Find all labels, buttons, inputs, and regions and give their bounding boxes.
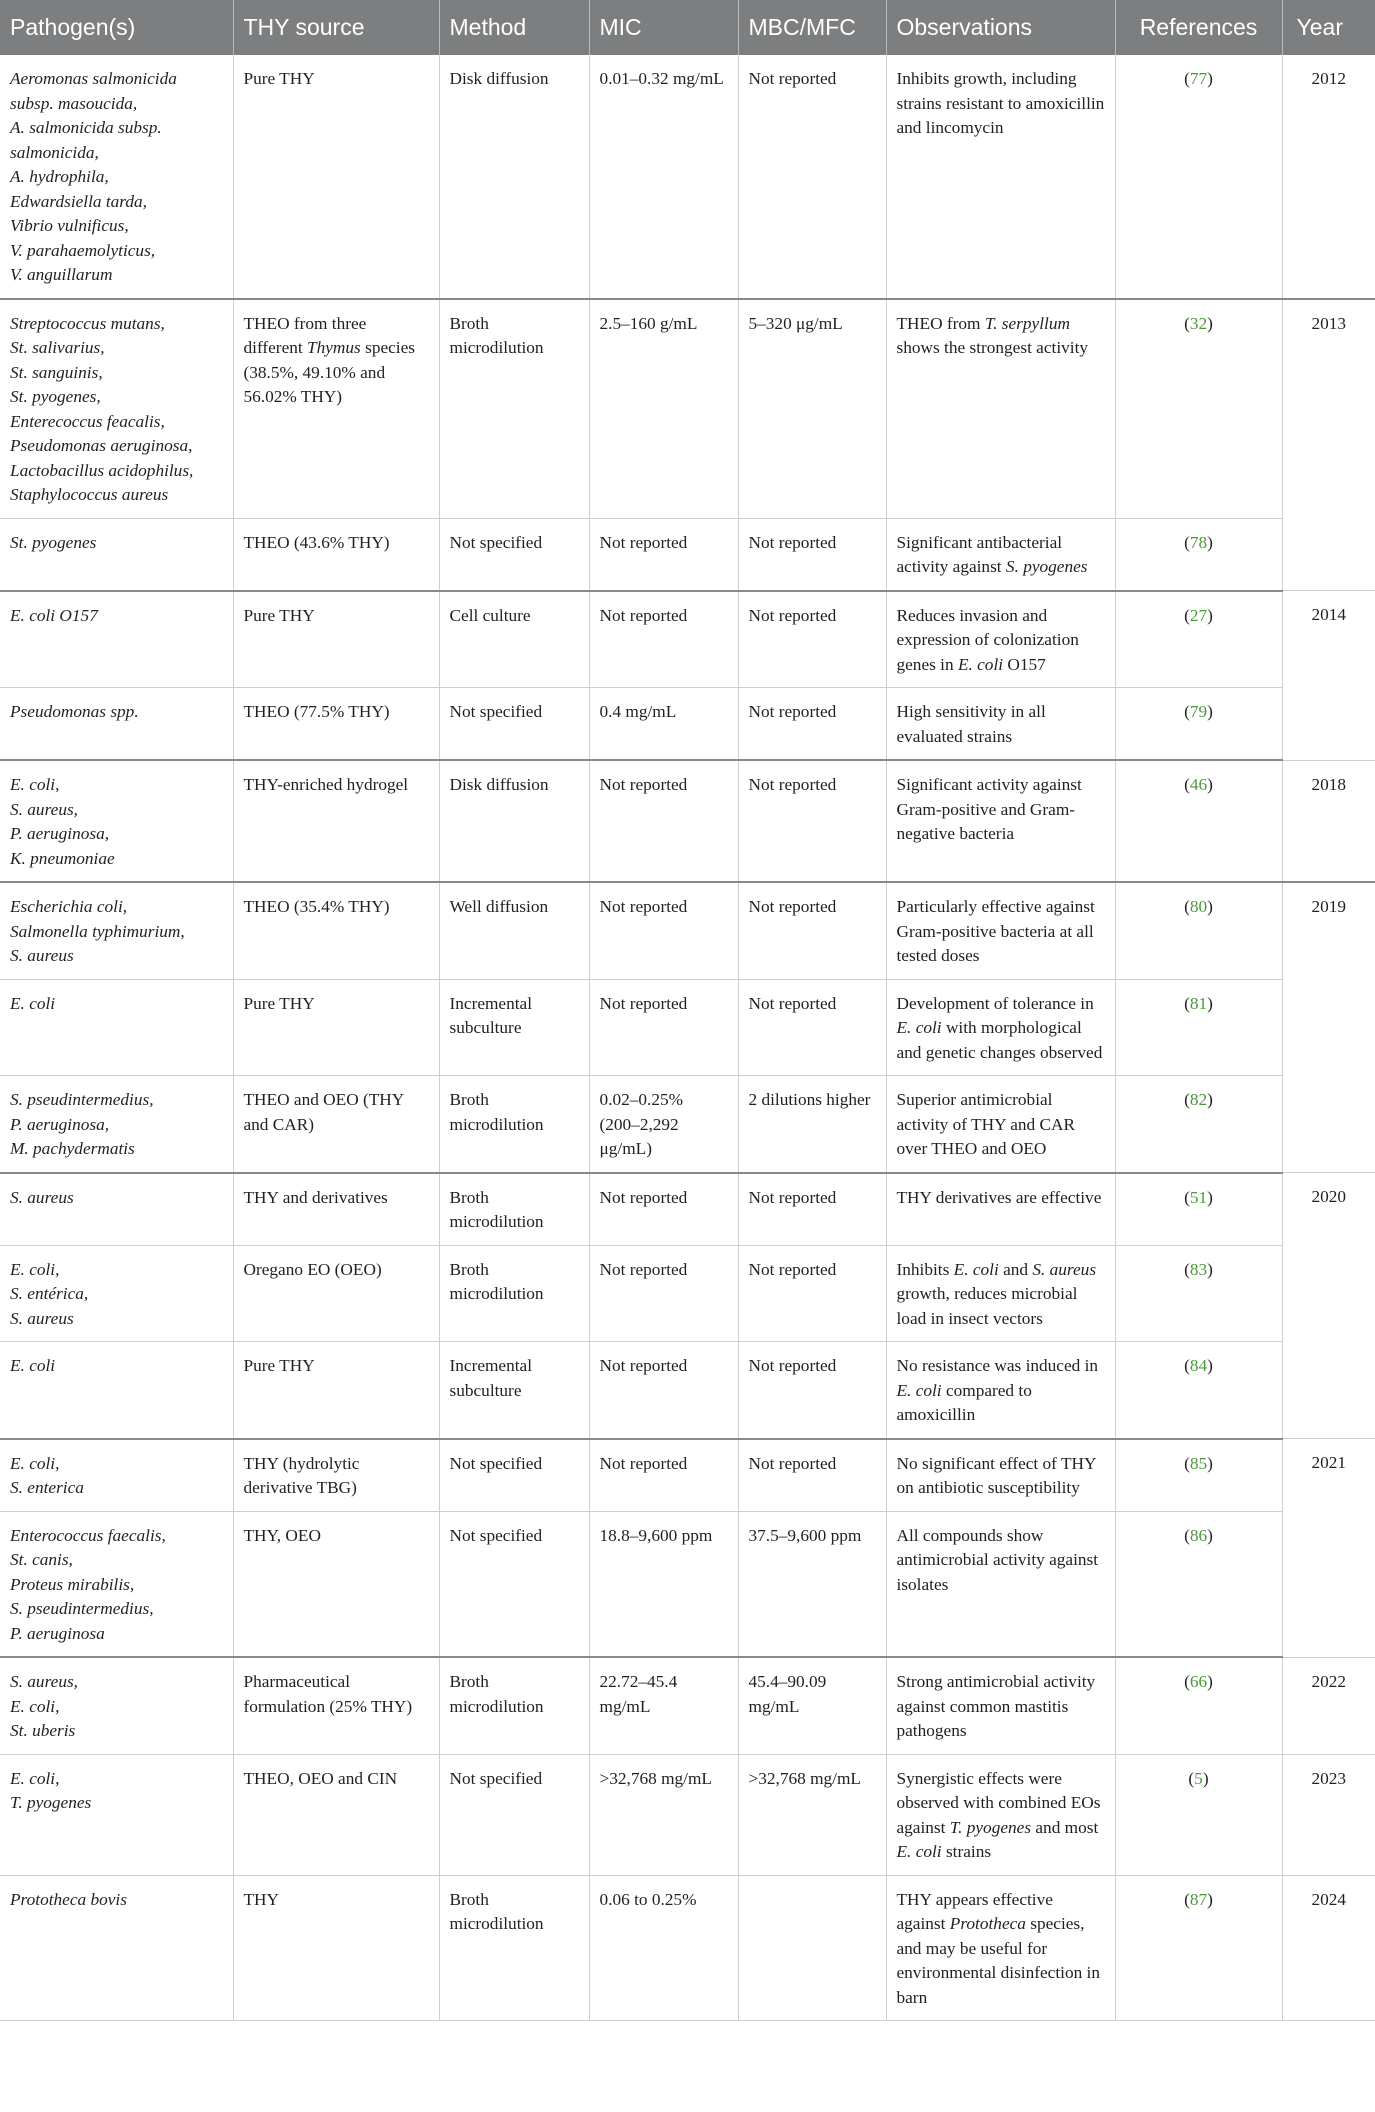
source-cell xyxy=(233,299,439,519)
obs-text: species, and may be useful for environmental disinfection in barn xyxy=(896,1914,1100,2007)
pathogen-name: S. pseudintermedius, xyxy=(10,1599,154,1618)
source-cell: Pure THY xyxy=(233,979,439,1076)
pathogen-name: P. aeruginosa, xyxy=(10,1114,110,1134)
reference-cell: (83) xyxy=(1115,1245,1282,1342)
source-cell: Oregano EO (OEO) xyxy=(233,1245,439,1342)
header-references: References xyxy=(1115,0,1282,55)
pathogen-name: S. aureus xyxy=(10,1187,74,1207)
pathogens-cell xyxy=(0,299,233,519)
mic-cell: Not reported xyxy=(589,518,738,591)
method-cell: Not specified xyxy=(439,1439,589,1512)
reference-link[interactable]: 78 xyxy=(1189,532,1208,552)
method-cell: Broth microdilution xyxy=(439,1245,589,1342)
reference-link[interactable]: 46 xyxy=(1189,775,1208,794)
obs-text: Development of tolerance in xyxy=(896,993,1094,1013)
pathogen-name: St. canis, xyxy=(10,1550,73,1569)
reference-cell: (27) xyxy=(1115,591,1282,688)
reference-link[interactable]: 85 xyxy=(1189,1453,1208,1473)
table-row xyxy=(0,1511,1375,1657)
mbc-cell: 5–320 μg/mL xyxy=(738,299,886,519)
reference-cell: (32) xyxy=(1115,299,1282,519)
mic-cell: 18.8–9,600 ppm xyxy=(589,1511,738,1657)
method-cell: Not specified xyxy=(439,1754,589,1875)
mbc-cell: Not reported xyxy=(738,760,886,882)
pathogens-cell xyxy=(0,1245,233,1342)
method-cell: Broth microdilution xyxy=(439,1875,589,2021)
reference-link[interactable]: 27 xyxy=(1189,605,1208,625)
mic-cell: 0.06 to 0.25% xyxy=(589,1875,738,2021)
header-thy-source: THY source xyxy=(233,0,439,55)
reference-link[interactable]: 82 xyxy=(1189,1090,1208,1109)
mic-cell: Not reported xyxy=(589,591,738,688)
observations-cell: Significant activity against Gram-positive and Gram-negative bacteria xyxy=(886,760,1115,882)
pathogen-name: St. sanguinis, xyxy=(10,362,103,382)
observations-cell xyxy=(886,1245,1115,1342)
source-text: THEO from three different xyxy=(243,313,367,357)
pathogen-name: Enterecoccus feacalis, xyxy=(10,411,165,431)
reference-link[interactable]: 84 xyxy=(1189,1356,1208,1375)
pathogens-cell xyxy=(0,1173,233,1246)
observations-cell: Particularly effective against Gram-positive bacteria at all tested doses xyxy=(886,882,1115,979)
year-cell: 2014 xyxy=(1282,591,1375,761)
pathogens-cell xyxy=(0,1511,233,1657)
pathogen-name: S. pseudintermedius, xyxy=(10,1090,154,1109)
pathogen-name: T. pyogenes xyxy=(10,1793,92,1812)
obs-text: No resistance was induced in xyxy=(896,1356,1099,1375)
reference-cell: (51) xyxy=(1115,1173,1282,1246)
reference-link[interactable]: 51 xyxy=(1189,1187,1208,1207)
pathogens-cell xyxy=(0,1657,233,1754)
pathogen-name: Edwardsiella tarda, xyxy=(10,191,147,211)
table-header xyxy=(0,0,1375,55)
obs-text: THEO from xyxy=(896,313,985,333)
table-row xyxy=(0,1754,1375,1875)
pathogen-name: S. aureus xyxy=(10,946,74,965)
mic-cell: >32,768 mg/mL xyxy=(589,1754,738,1875)
table-row xyxy=(0,1875,1375,2021)
source-cell: THY xyxy=(233,1875,439,2021)
pathogens-cell xyxy=(0,1875,233,2021)
obs-species: S. pyogenes xyxy=(1005,557,1088,576)
method-cell: Broth microdilution xyxy=(439,1076,589,1173)
reference-link[interactable]: 66 xyxy=(1189,1672,1208,1691)
pathogens-cell xyxy=(0,979,233,1076)
pathogens-cell xyxy=(0,591,233,688)
pathogen-name: V. parahaemolyticus, xyxy=(10,240,156,260)
pathogens-cell xyxy=(0,518,233,591)
header-method: Method xyxy=(439,0,589,55)
method-cell: Disk diffusion xyxy=(439,55,589,299)
pathogens-cell xyxy=(0,55,233,299)
mic-cell: Not reported xyxy=(589,979,738,1076)
mbc-cell: 37.5–9,600 ppm xyxy=(738,1511,886,1657)
table-row xyxy=(0,1342,1375,1439)
pathogen-name: Pseudomonas aeruginosa, xyxy=(10,436,193,455)
reference-cell: (82) xyxy=(1115,1076,1282,1173)
mic-cell: 0.4 mg/mL xyxy=(589,688,738,761)
table-row xyxy=(0,1173,1375,1246)
mic-cell: Not reported xyxy=(589,1342,738,1439)
source-cell: Pharmaceutical formulation (25% THY) xyxy=(233,1657,439,1754)
obs-species: Prototheca xyxy=(949,1914,1026,1933)
mbc-cell: Not reported xyxy=(738,1342,886,1439)
pathogen-name: E. coli xyxy=(10,993,56,1013)
pathogen-name: E. coli, xyxy=(10,775,60,794)
source-cell: Pure THY xyxy=(233,591,439,688)
pathogen-name: St. pyogenes xyxy=(10,532,97,552)
mbc-cell: Not reported xyxy=(738,1439,886,1512)
reference-cell: (77) xyxy=(1115,55,1282,299)
pathogen-name: St. salivarius, xyxy=(10,338,105,357)
method-cell: Cell culture xyxy=(439,591,589,688)
obs-text: and xyxy=(998,1259,1033,1279)
method-cell: Not specified xyxy=(439,1511,589,1657)
reference-link[interactable]: 79 xyxy=(1189,702,1208,721)
pathogens-cell xyxy=(0,760,233,882)
pathogen-name: E. coli, xyxy=(10,1696,60,1716)
mic-cell: 0.01–0.32 mg/mL xyxy=(589,55,738,299)
header-observations: Observations xyxy=(886,0,1115,55)
source-genus: Thymus xyxy=(307,338,361,357)
header-mic: MIC xyxy=(589,0,738,55)
year-cell: 2013 xyxy=(1282,299,1375,591)
pathogen-name: Staphylococcus aureus xyxy=(10,485,169,504)
mbc-cell: >32,768 mg/mL xyxy=(738,1754,886,1875)
table-row xyxy=(0,760,1375,882)
pathogen-name: S. aureus xyxy=(10,1308,74,1328)
obs-text: Significant antibacterial activity against xyxy=(896,532,1063,576)
pathogen-name: St. pyogenes, xyxy=(10,387,101,406)
mbc-cell xyxy=(738,1875,886,2021)
source-cell: Pure THY xyxy=(233,1342,439,1439)
year-cell: 2019 xyxy=(1282,882,1375,1173)
mbc-cell: Not reported xyxy=(738,591,886,688)
obs-species: E. coli xyxy=(896,1380,942,1400)
reference-cell: (5) xyxy=(1115,1754,1282,1875)
obs-text: O157 xyxy=(1003,654,1046,674)
reference-cell: (66) xyxy=(1115,1657,1282,1754)
observations-cell xyxy=(886,1754,1115,1875)
mbc-cell: Not reported xyxy=(738,1173,886,1246)
mic-cell: Not reported xyxy=(589,1173,738,1246)
year-cell: 2023 xyxy=(1282,1754,1375,1875)
source-cell: THY, OEO xyxy=(233,1511,439,1657)
method-cell: Broth microdilution xyxy=(439,1657,589,1754)
source-cell: THY-enriched hydrogel xyxy=(233,760,439,882)
reference-cell: (46) xyxy=(1115,760,1282,882)
source-cell: Pure THY xyxy=(233,55,439,299)
mic-cell: 2.5–160 g/mL xyxy=(589,299,738,519)
pathogen-name: A. salmonicida subsp. salmonicida, xyxy=(10,118,162,162)
mbc-cell: Not reported xyxy=(738,979,886,1076)
pathogens-cell xyxy=(0,1342,233,1439)
mbc-cell: Not reported xyxy=(738,688,886,761)
reference-link[interactable]: 86 xyxy=(1189,1525,1208,1545)
year-cell: 2020 xyxy=(1282,1173,1375,1439)
pathogen-name: E. coli, xyxy=(10,1259,60,1279)
pathogen-name: St. uberis xyxy=(10,1721,76,1740)
reference-link[interactable]: 87 xyxy=(1189,1889,1208,1909)
table-row xyxy=(0,1439,1375,1512)
mic-cell: Not reported xyxy=(589,1245,738,1342)
pathogen-name: P. aeruginosa, xyxy=(10,824,110,843)
source-cell: THEO (43.6% THY) xyxy=(233,518,439,591)
source-cell: THY (hydrolytic derivative TBG) xyxy=(233,1439,439,1512)
pathogen-name: V. anguillarum xyxy=(10,265,113,284)
obs-species: T. serpyllum xyxy=(984,313,1070,333)
pathogen-name: P. aeruginosa xyxy=(10,1623,105,1643)
table-row xyxy=(0,518,1375,591)
mbc-cell: Not reported xyxy=(738,518,886,591)
pathogen-name: Escherichia coli, xyxy=(10,897,128,916)
reference-cell: (85) xyxy=(1115,1439,1282,1512)
table-row xyxy=(0,882,1375,979)
mbc-cell: Not reported xyxy=(738,882,886,979)
table-row xyxy=(0,55,1375,299)
table-row xyxy=(0,299,1375,519)
pathogens-cell xyxy=(0,1754,233,1875)
reference-link[interactable]: 83 xyxy=(1189,1259,1208,1279)
method-cell: Broth microdilution xyxy=(439,1173,589,1246)
pathogen-name: S. aureus, xyxy=(10,1672,79,1691)
obs-text: Synergistic effects were observed with combined EOs against xyxy=(896,1768,1101,1837)
pathogen-name: Enterococcus faecalis, xyxy=(10,1525,166,1545)
reference-cell: (87) xyxy=(1115,1875,1282,2021)
pathogen-name: Aeromonas salmonicida subsp. masoucida, xyxy=(10,69,177,113)
method-cell: Broth microdilution xyxy=(439,299,589,519)
pathogens-cell xyxy=(0,1076,233,1173)
obs-text: with morphological and genetic changes observed xyxy=(896,1018,1103,1062)
pathogens-cell xyxy=(0,882,233,979)
header-mbc-mfc: MBC/MFC xyxy=(738,0,886,55)
obs-species: E. coli xyxy=(953,1259,999,1279)
method-cell: Not specified xyxy=(439,688,589,761)
observations-cell: High sensitivity in all evaluated strains xyxy=(886,688,1115,761)
mic-cell: 0.02–0.25% (200–2,292 μg/mL) xyxy=(589,1076,738,1173)
year-cell: 2012 xyxy=(1282,55,1375,299)
table-row xyxy=(0,1076,1375,1173)
method-cell: Incremental subculture xyxy=(439,1342,589,1439)
table-row xyxy=(0,1245,1375,1342)
source-cell: THEO (35.4% THY) xyxy=(233,882,439,979)
reference-cell: (78) xyxy=(1115,518,1282,591)
header-year: Year xyxy=(1282,0,1375,55)
reference-cell: (80) xyxy=(1115,882,1282,979)
obs-text: THY appears effective against xyxy=(896,1889,1053,1933)
obs-text: shows the strongest activity xyxy=(896,338,1089,357)
pathogen-name: E. coli xyxy=(10,1356,56,1375)
observations-cell: All compounds show antimicrobial activity against isolates xyxy=(886,1511,1115,1657)
mic-cell: 22.72–45.4 mg/mL xyxy=(589,1657,738,1754)
reference-link[interactable]: 81 xyxy=(1189,993,1208,1013)
obs-text: Inhibits xyxy=(896,1259,954,1279)
reference-link[interactable]: 32 xyxy=(1189,313,1208,333)
pathogen-name: Vibrio vulnificus, xyxy=(10,216,129,235)
observations-cell xyxy=(886,979,1115,1076)
method-cell: Disk diffusion xyxy=(439,760,589,882)
observations-cell: No significant effect of THY on antibiotic susceptibility xyxy=(886,1439,1115,1512)
table-row xyxy=(0,688,1375,761)
obs-text: and most xyxy=(1031,1817,1099,1837)
obs-text: Reduces invasion and expression of colonization genes in xyxy=(896,605,1079,674)
obs-species: E. coli xyxy=(896,1842,942,1861)
observations-cell xyxy=(886,1342,1115,1439)
obs-text: growth, reduces microbial load in insect vectors xyxy=(896,1284,1078,1328)
obs-text: strains xyxy=(941,1842,992,1861)
pathogen-name: Salmonella typhimurium, xyxy=(10,921,185,941)
source-text: species (38.5%, 49.10% and 56.02% THY) xyxy=(243,338,416,406)
year-cell: 2022 xyxy=(1282,1657,1375,1754)
observations-cell xyxy=(886,1875,1115,2021)
pathogen-name: Proteus mirabilis, xyxy=(10,1574,135,1594)
year-cell: 2018 xyxy=(1282,760,1375,882)
reference-link[interactable]: 77 xyxy=(1189,69,1208,88)
pathogens-cell xyxy=(0,1439,233,1512)
method-cell: Incremental subculture xyxy=(439,979,589,1076)
reference-cell: (79) xyxy=(1115,688,1282,761)
obs-species: E. coli xyxy=(957,654,1004,674)
source-cell: THEO and OEO (THY and CAR) xyxy=(233,1076,439,1173)
reference-cell: (81) xyxy=(1115,979,1282,1076)
mbc-cell: 2 dilutions higher xyxy=(738,1076,886,1173)
table-row xyxy=(0,1657,1375,1754)
pathogen-name: Prototheca bovis xyxy=(10,1889,127,1909)
obs-species: E. coli xyxy=(896,1018,942,1037)
pathogen-name: K. pneumoniae xyxy=(10,848,115,868)
reference-cell: (84) xyxy=(1115,1342,1282,1439)
observations-cell: Strong antimicrobial activity against common mastitis pathogens xyxy=(886,1657,1115,1754)
observations-cell xyxy=(886,299,1115,519)
pathogen-name: E. coli, xyxy=(10,1768,60,1788)
mbc-cell: Not reported xyxy=(738,1245,886,1342)
observations-cell xyxy=(886,591,1115,688)
pathogen-name: S. aureus, xyxy=(10,799,79,819)
year-cell: 2024 xyxy=(1282,1875,1375,2021)
mbc-cell: 45.4–90.09 mg/mL xyxy=(738,1657,886,1754)
observations-cell: Superior antimicrobial activity of THY and CAR over THEO and OEO xyxy=(886,1076,1115,1173)
pathogens-cell xyxy=(0,688,233,761)
source-cell: THEO, OEO and CIN xyxy=(233,1754,439,1875)
mic-cell: Not reported xyxy=(589,760,738,882)
mbc-cell: Not reported xyxy=(738,55,886,299)
method-cell: Not specified xyxy=(439,518,589,591)
header-pathogens: Pathogen(s) xyxy=(0,0,233,55)
reference-cell: (86) xyxy=(1115,1511,1282,1657)
pathogen-name: E. coli O157 xyxy=(10,605,98,625)
method-cell: Well diffusion xyxy=(439,882,589,979)
year-cell: 2021 xyxy=(1282,1439,1375,1658)
pathogen-name: S. entérica, xyxy=(10,1284,89,1303)
pathogen-name: Lactobacillus acidophilus, xyxy=(10,460,194,480)
pathogen-name: Streptococcus mutans, xyxy=(10,313,165,333)
source-cell: THEO (77.5% THY) xyxy=(233,688,439,761)
table-row xyxy=(0,979,1375,1076)
table-body xyxy=(0,55,1375,2021)
obs-species: T. pyogenes xyxy=(949,1817,1032,1837)
observations-cell: THY derivatives are effective xyxy=(886,1173,1115,1246)
observations-cell: Inhibits growth, including strains resistant to amoxicillin and lincomycin xyxy=(886,55,1115,299)
pathogen-name: A. hydrophila, xyxy=(10,167,109,186)
table-row xyxy=(0,591,1375,688)
mic-cell: Not reported xyxy=(589,1439,738,1512)
pathogen-name: S. enterica xyxy=(10,1478,84,1497)
obs-species: S. aureus xyxy=(1032,1259,1097,1279)
reference-link[interactable]: 5 xyxy=(1194,1768,1203,1788)
observations-cell xyxy=(886,518,1115,591)
reference-link[interactable]: 80 xyxy=(1189,897,1208,916)
pathogen-name: M. pachydermatis xyxy=(10,1139,135,1158)
pathogen-name: E. coli, xyxy=(10,1453,60,1473)
source-cell: THY and derivatives xyxy=(233,1173,439,1246)
mic-cell: Not reported xyxy=(589,882,738,979)
pathogen-name: Pseudomonas spp. xyxy=(10,702,139,721)
obs-text: compared to amoxicillin xyxy=(896,1380,1032,1424)
